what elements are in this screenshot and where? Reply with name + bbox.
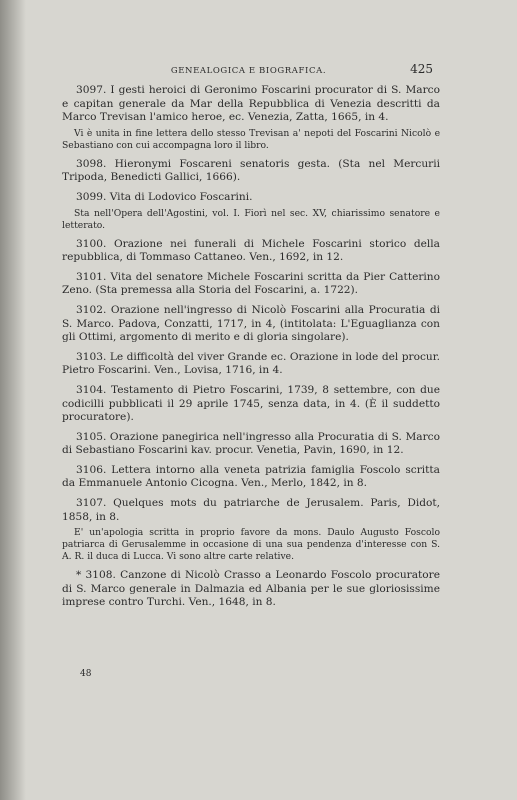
entry-3102: 3102. Orazione nell'ingresso di Nicolò Foscarini alla Procuratia di S. Marco. Padova, Conzatti, 1717, in 4, (intitolata: L'Eguaglianza con gli Ottimi, argomento di merito e di gloria singolare).	[62, 303, 440, 344]
note-3099: Sta nell'Opera dell'Agostini, vol. I. Fiorì nel sec. XV, chiarissimo senatore e letterato.	[62, 207, 440, 231]
entry-3104: 3104. Testamento di Pietro Foscarini, 1739, 8 settembre, con due codicilli pubblicati il 29 aprile 1745, senza data, in 4. (È il suddetto procuratore).	[62, 383, 440, 424]
entry-3105: 3105. Orazione panegirica nell'ingresso alla Procuratia di S. Marco di Sebastiano Foscarini kav. procur. Venetia, Pavin, 1690, in 12.	[62, 430, 440, 457]
entry-3108: * 3108. Canzone di Nicolò Crasso a Leonardo Foscolo procuratore di S. Marco generale in Dalmazia ed Albania per le sue gloriosissime imprese contro Turchi. Ven., 1648, in 8.	[62, 569, 440, 609]
note-3107: E' un'apologia scritta in proprio favore da mons. Daulo Augusto Foscolo patriarca di Gerusalemme in occasione di una sua pendenza d'interesse con S. A. R. il duca di Lucca. Vi sono altre carte relative.	[62, 527, 440, 563]
entry-3100: 3100. Orazione nei funerali di Michele Foscarini storico della repubblica, di Tommaso Cattaneo. Ven., 1692, in 12.	[62, 237, 440, 264]
entry-3101: 3101. Vita del senatore Michele Foscarini scritta da Pier Catterino Zeno. (Sta premessa alla Storia del Foscarini, a. 1722).	[62, 270, 440, 297]
entry-3097: 3097. I gesti heroici di Geronimo Foscarini procurator di S. Marco e capitan generale da Mar della Repubblica di Venezia descritti da Marco Trevisan l'amico heroe, ec. Venezia, Zatta, 1665, in 4.	[62, 84, 440, 124]
running-head: GENEALOGICA E BIOGRAFICA.	[170, 66, 327, 76]
entry-3106: 3106. Lettera intorno alla veneta patrizia famiglia Foscolo scritta da Emmanuele Antonio Cicogna. Ven., Merlo, 1842, in 8.	[62, 463, 440, 490]
entry-3103: 3103. Le difficoltà del viver Grande ec. Orazione in lode del procur. Pietro Foscarini. Ven., Lovisa, 1716, in 4.	[62, 350, 440, 377]
entry-3099: 3099. Vita di Lodovico Foscarini.	[76, 190, 253, 203]
note-3097: Vi è unita in fine lettera dello stesso Trevisan a' nepoti del Foscarini Nicolò e Sebastiano con cui accompagna loro il libro.	[62, 127, 440, 151]
entry-3098: 3098. Hieronymi Foscareni senatoris gesta. (Sta nel Mercurii Tripoda, Benedicti Gallici, 1666).	[62, 157, 440, 184]
page-number: 425	[410, 62, 433, 76]
bibliography-list	[62, 84, 440, 616]
printer-signature: 48	[80, 669, 92, 679]
entry-3107: 3107. Quelques mots du patriarche de Jerusalem. Paris, Didot, 1858, in 8.	[62, 497, 440, 523]
